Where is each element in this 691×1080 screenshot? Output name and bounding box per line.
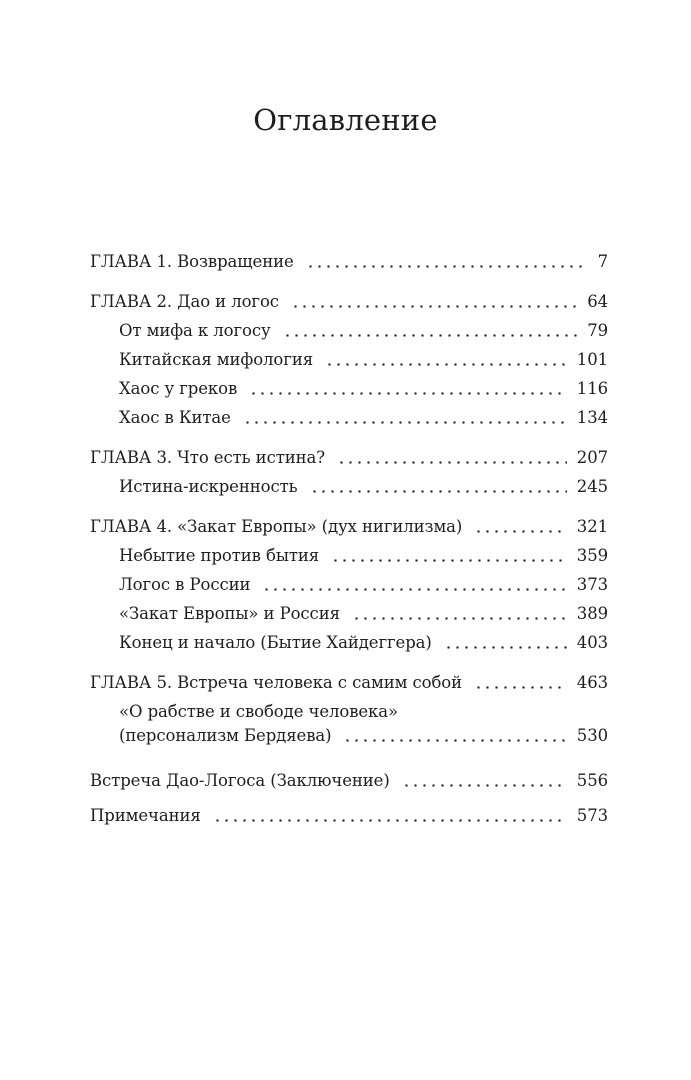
page-title: Оглавление [253, 103, 438, 137]
dot-leader [331, 559, 567, 562]
toc-label: ГЛАВА 2. Дао и логос [90, 292, 279, 311]
toc-label: Хаос в Китае [119, 408, 231, 427]
dot-leader [291, 305, 577, 308]
toc-page-number: 134 [576, 408, 608, 427]
toc-entry-section[interactable] [119, 573, 608, 597]
dot-leader [352, 617, 567, 620]
toc-page-number: 64 [587, 292, 608, 311]
toc-page-number: 321 [576, 517, 608, 536]
toc-page-number: 245 [576, 477, 608, 496]
toc-label: Встреча Дао-Логоса (Заключение) [90, 771, 390, 790]
toc-page-number: 79 [587, 321, 608, 340]
toc-page-number: 359 [576, 546, 608, 565]
toc-entry-section[interactable] [119, 319, 608, 343]
toc-page-number: 573 [576, 806, 608, 825]
toc-entry-section[interactable] [119, 475, 608, 499]
toc-label: Истина-искренность [119, 477, 298, 496]
dot-leader [474, 686, 567, 689]
toc-page-number: 373 [576, 575, 608, 594]
toc-label: Хаос у греков [119, 379, 238, 398]
toc-label: ГЛАВА 3. Что есть истина? [90, 448, 326, 467]
dot-leader [337, 461, 567, 464]
toc-page-number: 556 [576, 771, 608, 790]
toc-label: «Закат Европы» и Россия [119, 604, 340, 623]
dot-leader [444, 646, 567, 649]
toc-page-number: 389 [576, 604, 608, 623]
dot-leader [402, 784, 567, 787]
dot-leader [249, 392, 567, 395]
dot-leader [283, 334, 578, 337]
toc-entry-section[interactable] [119, 700, 608, 748]
toc-page-number: 101 [576, 350, 608, 369]
toc-label: Логос в России [119, 575, 251, 594]
toc-entry-chapter-4[interactable] [90, 515, 608, 539]
toc-entry-section[interactable] [119, 602, 608, 626]
toc-label: Конец и начало (Бытие Хайдеггера) [119, 633, 432, 652]
dot-leader [325, 363, 567, 366]
dot-leader [310, 490, 567, 493]
toc-entry-section[interactable] [119, 544, 608, 568]
toc-entry-chapter-2[interactable] [90, 290, 608, 314]
toc-entry-section[interactable] [119, 631, 608, 655]
dot-leader [213, 819, 567, 822]
toc-label: Примечания [90, 806, 201, 825]
dot-leader [474, 530, 567, 533]
dot-leader [243, 421, 567, 424]
dot-leader [262, 588, 566, 591]
toc-entry-section[interactable] [119, 406, 608, 430]
toc-page-number: 7 [597, 252, 608, 271]
dot-leader [306, 265, 588, 268]
toc-label: ГЛАВА 1. Возвращение [90, 252, 294, 271]
toc-page-number: 207 [576, 448, 608, 467]
toc-entry-section[interactable] [119, 348, 608, 372]
toc-label: ГЛАВА 4. «Закат Европы» (дух нигилизма) [90, 517, 463, 536]
dot-leader [343, 739, 566, 742]
toc-entry-chapter-1[interactable] [90, 250, 608, 274]
toc-entry-section[interactable] [119, 377, 608, 401]
toc-label: Небытие против бытия [119, 546, 320, 565]
toc-label: ГЛАВА 5. Встреча человека с самим собой [90, 673, 463, 692]
toc-page-number: 116 [576, 379, 608, 398]
toc-entry-chapter-3[interactable] [90, 446, 608, 470]
toc-entry-chapter-5[interactable] [90, 671, 608, 695]
toc-entry-conclusion[interactable] [90, 769, 608, 793]
toc-page-number: 403 [576, 633, 608, 652]
toc-page-number: 530 [576, 726, 608, 745]
toc-label: От мифа к логосу [119, 321, 271, 340]
toc-entry-notes[interactable] [90, 804, 608, 828]
toc-label: Китайская мифология [119, 350, 314, 369]
toc-label-continued: (персонализм Бердяева) [119, 726, 332, 745]
toc-page-number: 463 [576, 673, 608, 692]
toc-label: «О рабстве и свободе человека» [119, 702, 398, 721]
